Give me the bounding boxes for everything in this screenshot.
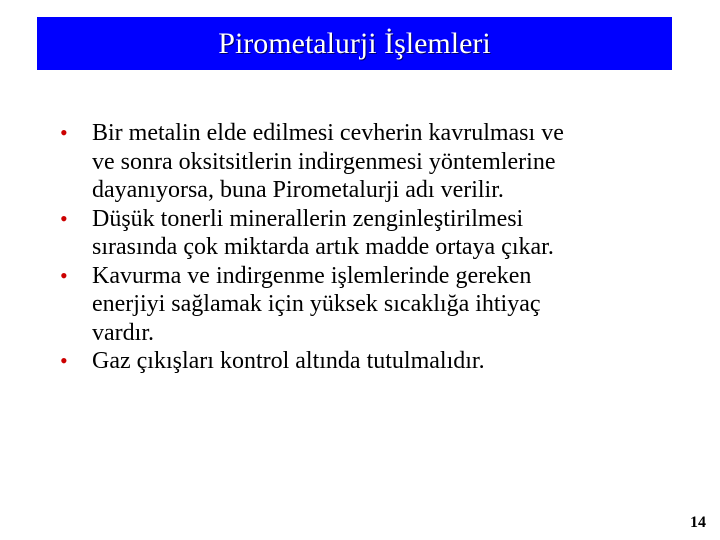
bullet-text-line: vardır. [92, 319, 154, 346]
bullet-item-1 [60, 119, 660, 205]
bullet-text-line: Bir metalin elde edilmesi cevherin kavrulması ve [92, 120, 564, 146]
page-number: 14 [690, 514, 706, 531]
bullet-text-line: Kavurma ve indirgenme işlemlerinde gereken [92, 262, 532, 289]
bullet-icon: • [60, 262, 68, 288]
bullet-text-line: dayanıyorsa, buna Pirometalurji adı verilir. [92, 177, 504, 203]
bullet-list [60, 119, 660, 376]
title-bar [37, 17, 672, 70]
slide-title: Pirometalurji İşlemleri [218, 26, 491, 60]
bullet-icon: • [60, 120, 68, 145]
bullet-item-3 [60, 262, 660, 348]
bullet-item-4 [60, 347, 660, 376]
bullet-icon: • [60, 205, 68, 231]
bullet-text-line: Gaz çıkışları kontrol altında tutulmalıdır. [92, 348, 485, 374]
bullet-item-2 [60, 205, 660, 262]
bullet-text-line: Düşük tonerli minerallerin zenginleştirilmesi [92, 205, 524, 232]
bullet-icon: • [60, 348, 68, 373]
bullet-text-line: sırasında çok miktarda artık madde ortaya çıkar. [92, 234, 554, 260]
bullet-text-line: ve sonra oksitsitlerin indirgenmesi yöntemlerine [92, 148, 556, 175]
bullet-text-line: enerjiyi sağlamak için yüksek sıcaklığa ihtiyaç [92, 291, 541, 317]
